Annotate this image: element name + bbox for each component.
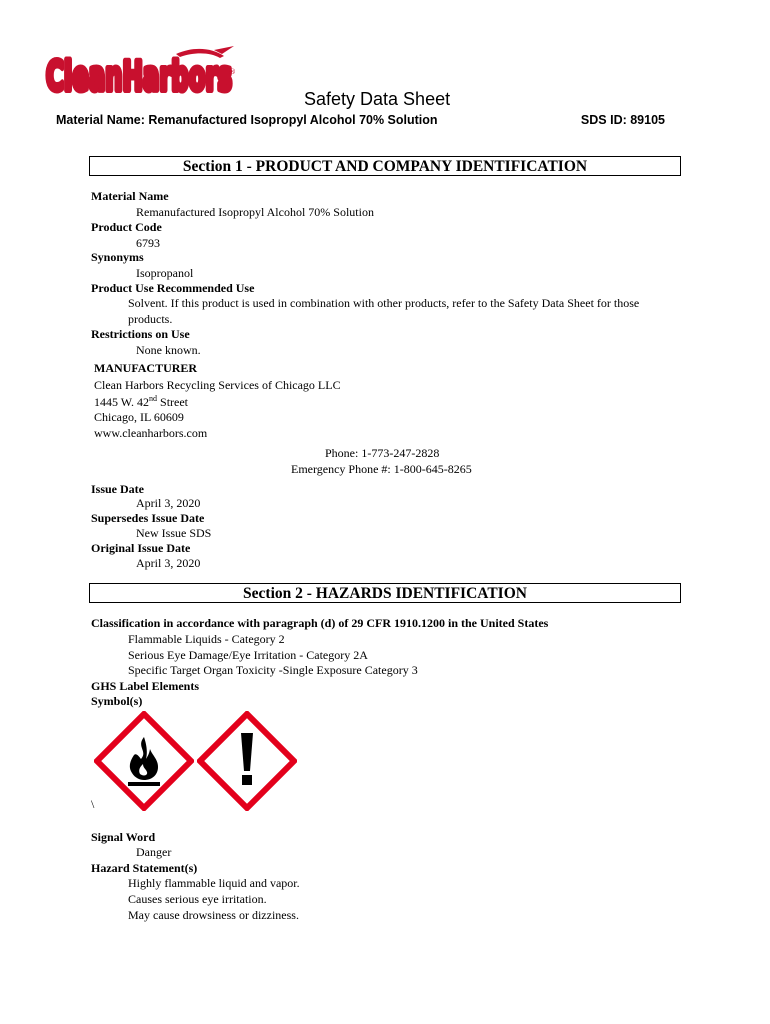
clean-harbors-logo — [44, 44, 240, 106]
product-use-label: Product Use Recommended Use — [91, 281, 255, 295]
issue-date-label: Issue Date — [91, 482, 144, 496]
supersedes-label: Supersedes Issue Date — [91, 511, 205, 525]
material-name-value: Remanufactured Isopropyl Alcohol 70% Solution — [136, 205, 374, 219]
original-issue-label: Original Issue Date — [91, 541, 191, 555]
phone-number: Phone: 1-773-247-2828 — [325, 446, 440, 460]
product-code-value: 6793 — [136, 236, 160, 250]
symbols-label: Symbol(s) — [91, 694, 143, 708]
material-name-label: Material Name — [91, 189, 169, 203]
synonyms-label: Synonyms — [91, 250, 144, 264]
document-title: Safety Data Sheet — [304, 89, 451, 109]
classification-item: Serious Eye Damage/Eye Irritation - Category 2A — [128, 648, 368, 662]
hazard-statement: Causes serious eye irritation. — [128, 892, 267, 906]
product-use-line-2: products. — [128, 312, 173, 326]
product-use-line-1: Solvent. If this product is used in combination with other products, refer to the Safety Data Sheet for those — [128, 296, 640, 310]
hazard-statement: May cause drowsiness or dizziness. — [128, 908, 299, 922]
classification-label: Classification in accordance with paragraph (d) of 29 CFR 1910.1200 in the United States — [91, 616, 549, 630]
manufacturer-label: MANUFACTURER — [94, 361, 198, 375]
classification-item: Flammable Liquids - Category 2 — [128, 632, 285, 646]
hazard-statements-label: Hazard Statement(s) — [91, 861, 198, 875]
company-name: Clean Harbors Recycling Services of Chicago LLC — [94, 378, 341, 392]
signal-word-value: Danger — [136, 845, 172, 859]
restrictions-label: Restrictions on Use — [91, 327, 190, 341]
street-address: 1445 W. 42nd Street — [94, 394, 189, 409]
supersedes-value: New Issue SDS — [136, 526, 212, 540]
exclamation-pictogram-icon — [197, 711, 297, 811]
restrictions-value: None known. — [136, 343, 201, 357]
svg-text:CleanHarbors: CleanHarbors — [46, 54, 232, 100]
backslash-artifact: \ — [91, 797, 95, 811]
emergency-phone: Emergency Phone #: 1-800-645-8265 — [291, 462, 472, 476]
ghs-label-elements: GHS Label Elements — [91, 679, 200, 693]
signal-word-label: Signal Word — [91, 830, 156, 844]
original-issue-value: April 3, 2020 — [136, 556, 201, 570]
section-1-heading: Section 1 - PRODUCT AND COMPANY IDENTIFICATION — [89, 156, 681, 176]
issue-date-value: April 3, 2020 — [136, 496, 201, 510]
city-state-zip: Chicago, IL 60609 — [94, 410, 184, 424]
flame-pictogram-icon — [94, 711, 194, 811]
section-2-heading: Section 2 - HAZARDS IDENTIFICATION — [89, 583, 681, 603]
svg-text:CleanHarbors: CleanHarbors — [46, 54, 232, 100]
synonyms-value: Isopropanol — [136, 266, 194, 280]
website-link[interactable]: www.cleanharbors.com — [94, 426, 208, 440]
classification-item: Specific Target Organ Toxicity -Single Exposure Category 3 — [128, 663, 418, 677]
svg-text:®: ® — [229, 68, 236, 76]
product-code-label: Product Code — [91, 220, 162, 234]
hazard-statement: Highly flammable liquid and vapor. — [128, 876, 300, 890]
material-name-header: Material Name: Remanufactured Isopropyl Alcohol 70% Solution — [56, 113, 438, 127]
sds-id: SDS ID: 89105 — [580, 113, 665, 127]
